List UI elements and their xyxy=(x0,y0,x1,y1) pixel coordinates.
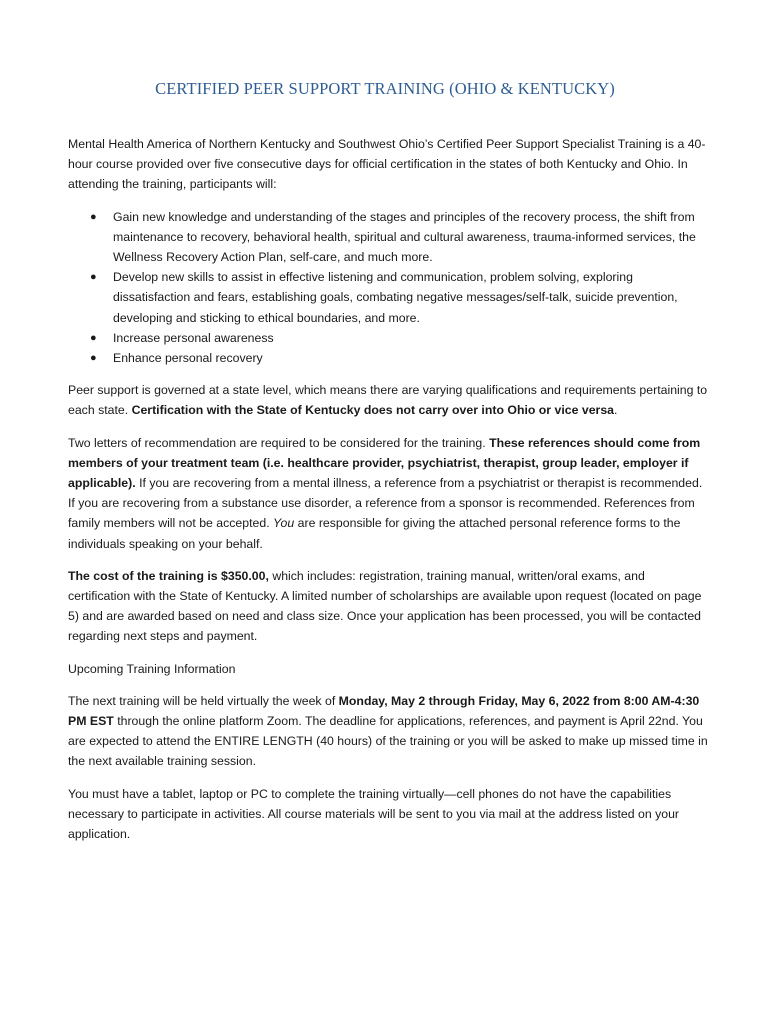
references-paragraph: Two letters of recommendation are required to be considered for the training. These references should come from members of your treatment team (i.e. healthcare provider, psychiatrist, therapist, group leader, employer if applicable). If you are recovering from a mental illness, a reference from a psychiatrist or therapist is recommended. If you are recovering from a substance use disorder, a reference from a sponsor is recommended. References from family members will not be accepted. You are responsible for giving the attached personal reference forms to the individuals speaking on your behalf. xyxy=(68,435,703,551)
certification-notice: Certification with the State of Kentucky does not carry over into Ohio or vice versa xyxy=(131,403,615,418)
list-item: ● Enhance personal recovery xyxy=(68,348,708,368)
cost-statement: The cost of the training is $350.00, xyxy=(68,568,269,583)
training-dates: Monday, May 2 through Friday, May 6, 2022 from 8:00 AM-4:30 PM EST xyxy=(68,693,700,729)
bullet-icon: ● xyxy=(90,331,97,344)
list-item: ● Develop new skills to assist in effective listening and communication, problem solving, exploring dissatisfaction and fears, establishing goals, combating negative messages/self-talk, suicide prevention, developing and sticking to ethical boundaries, and more. xyxy=(68,267,708,328)
governance-paragraph: Peer support is governed at a state level, which means there are varying qualifications and requirements pertaining to each state. Certification with the State of Kentucky does not carry over into Ohio or vice versa. xyxy=(68,383,708,418)
upcoming-heading: Upcoming Training Information xyxy=(68,661,236,676)
device-note-paragraph: You must have a tablet, laptop or PC to complete the training virtually—cell phones do not have the capabilities necessary to participate in activities. All course materials will be sent to you via mail at the address listed on your application. xyxy=(68,786,680,842)
bullet-icon: ● xyxy=(90,271,97,284)
next-training-paragraph: The next training will be held virtually the week of Monday, May 2 through Friday, May 6, 2022 from 8:00 AM-4:30 PM EST through the online platform Zoom. The deadline for applications, references, and payment is April 22nd. You are expected to attend the ENTIRE LENGTH (40 hours) of the training or you will be asked to make up missed time in the next available training session. xyxy=(68,693,708,769)
cost-paragraph: The cost of the training is $350.00, which includes: registration, training manual, written/oral exams, and certification with the State of Kentucky. A limited number of scholarships are available upon request (located on page 5) and are awarded based on need and class size. Once your application has been processed, you will be contacted regarding next steps and payment. xyxy=(68,568,702,644)
list-item: ● Increase personal awareness xyxy=(68,328,708,348)
intro-paragraph: Mental Health America of Northern Kentucky and Southwest Ohio’s Certified Peer Support Specialist Training is a 40-hour course provided over five consecutive days for official certification in the states of both Kentucky and Ohio. In attending the training, participants will: xyxy=(68,137,706,192)
list-item: ● Gain new knowledge and understanding of the stages and principles of the recovery process, the shift from maintenance to recovery, behavioral health, spiritual and cultural awareness, trauma-informed services, the Wellness Recovery Action Plan, self-care, and much more. xyxy=(68,207,708,268)
bullet-icon: ● xyxy=(90,210,97,223)
benefits-list xyxy=(68,207,708,369)
document-body xyxy=(68,134,708,856)
reference-requirement: These references should come from members of your treatment team (i.e. healthcare provider, psychiatrist, therapist, group leader, employer if applicable). xyxy=(68,435,701,491)
page-title: CERTIFIED PEER SUPPORT TRAINING (OHIO & KENTUCKY) xyxy=(155,79,615,98)
bullet-icon: ● xyxy=(90,352,97,365)
